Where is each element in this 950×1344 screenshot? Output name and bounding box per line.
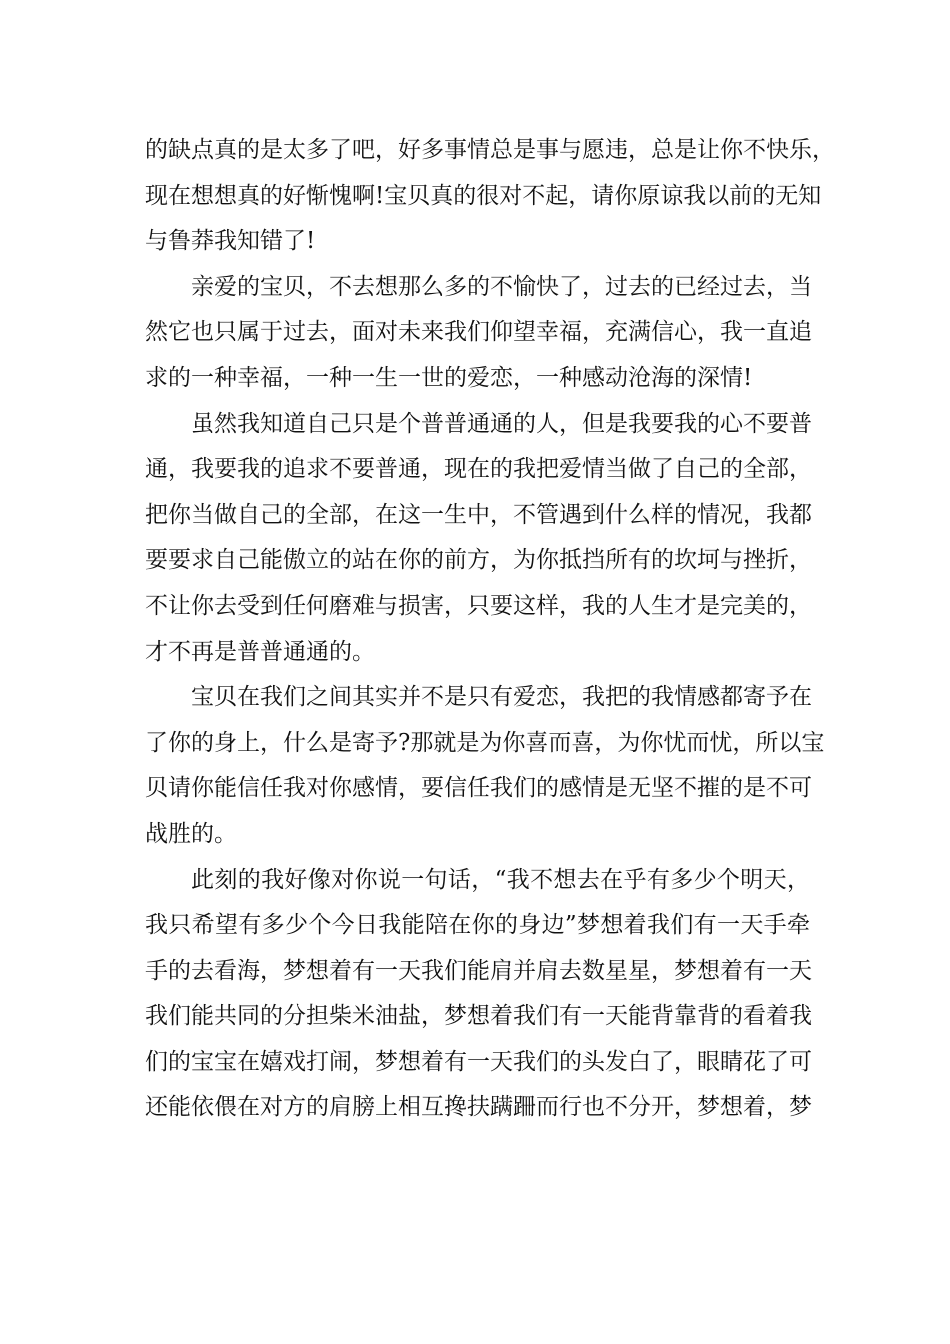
text-line: 不让你去受到任何磨难与损害，只要这样，我的人生才是完美的， [145, 592, 812, 619]
text-line: 与鲁莽我知错了! [145, 228, 316, 255]
paragraph-first-line: 此刻的我好像对你说一句话，“我不想去在乎有多少个明天， [191, 866, 810, 893]
paragraph-first-line: 宝贝在我们之间其实并不是只有爱恋，我把的我情感都寄予在 [191, 684, 812, 711]
text-line: 还能依偎在对方的肩膀上相互搀扶蹒跚而行也不分开，梦想着，梦 [145, 1094, 812, 1121]
text-line: 我们能共同的分担柴米油盐，梦想着我们有一天能背靠背的看着我 [145, 1003, 812, 1030]
text-line: 才不再是普普通通的。 [145, 638, 375, 665]
text-line: 的缺点真的是太多了吧，好多事情总是事与愿违，总是让你不快乐， [145, 137, 835, 163]
text-line: 把你当做自己的全部，在这一生中，不管遇到什么样的情况，我都 [145, 501, 812, 528]
text-line: 然它也只属于过去，面对未来我们仰望幸福，充满信心，我一直追 [145, 319, 812, 346]
document-body [145, 128, 835, 1131]
text-line: 贝请你能信任我对你感情，要信任我们的感情是无坚不摧的是不可 [145, 775, 812, 802]
text-line: 战胜的。 [145, 820, 237, 847]
text-line: 手的去看海，梦想着有一天我们能肩并肩去数星星，梦想着有一天 [145, 957, 812, 984]
text-line: 求的一种幸福，一种一生一世的爱恋，一种感动沧海的深情! [145, 364, 753, 391]
text-line: 们的宝宝在嬉戏打闹，梦想着有一天我们的头发白了，眼睛花了可 [145, 1048, 812, 1075]
text-line: 了你的身上，什么是寄予?那就是为你喜而喜，为你忧而忧，所以宝 [145, 729, 825, 756]
text-line: 现在想想真的好惭愧啊!宝贝真的很对不起，请你原谅我以前的无知 [145, 182, 822, 209]
text-line: 通，我要我的追求不要普通，现在的我把爱情当做了自己的全部， [145, 456, 812, 483]
paragraph-first-line: 亲爱的宝贝，不去想那么多的不愉快了，过去的已经过去，当 [191, 273, 812, 300]
text-line: 我只希望有多少个今日我能陪在你的身边”梦想着我们有一天手牵 [145, 912, 810, 939]
text-line: 要要求自己能傲立的站在你的前方，为你抵挡所有的坎坷与挫折， [145, 547, 812, 574]
paragraph-first-line: 虽然我知道自己只是个普普通通的人，但是我要我的心不要普 [191, 410, 812, 437]
